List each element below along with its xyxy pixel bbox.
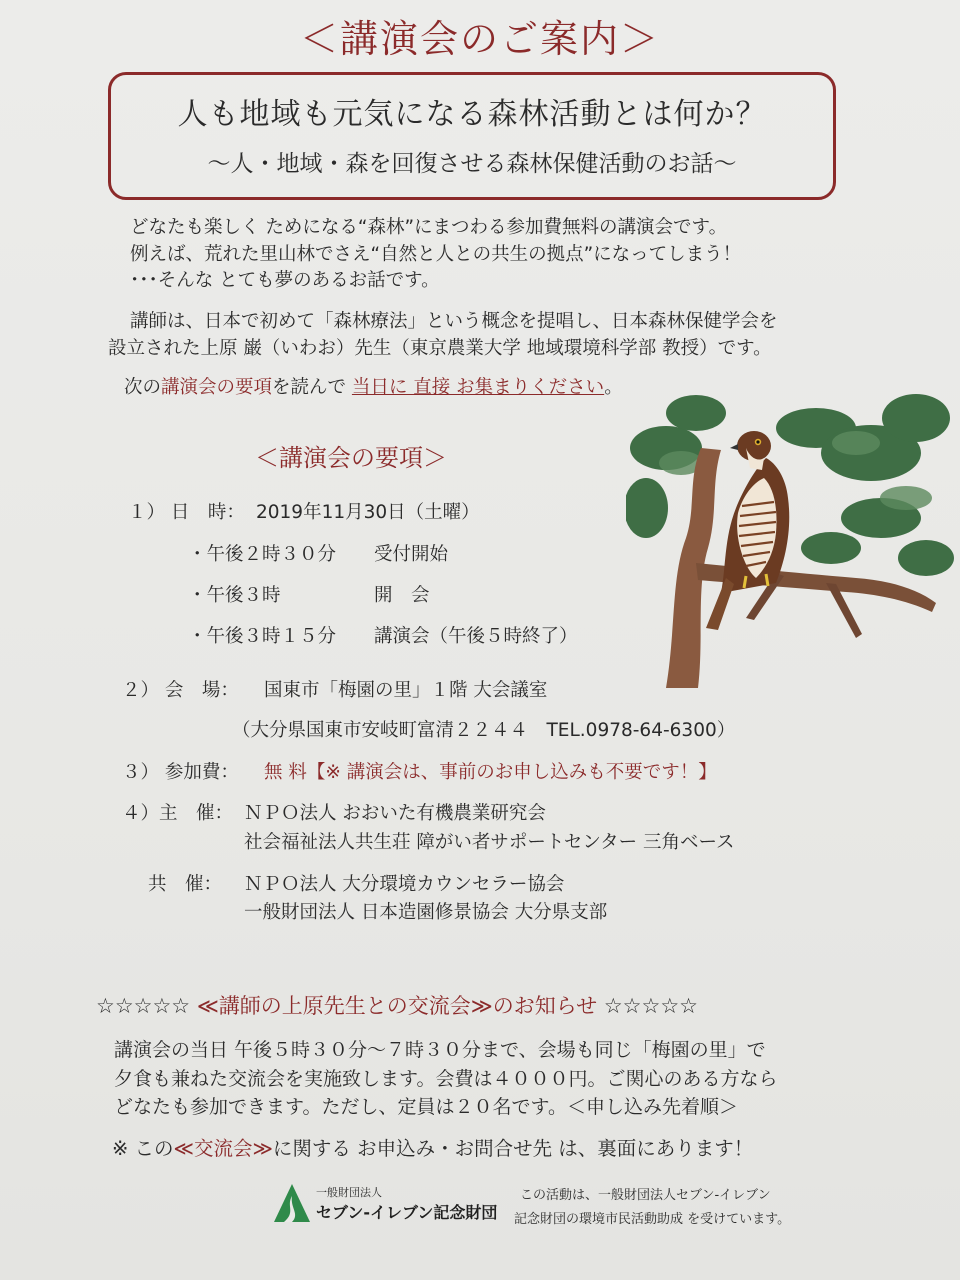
instruction-highlight: 講演会の要項 [161, 377, 273, 398]
section-title: ＜講演会の要項＞ [255, 444, 447, 472]
fee-value: 無 料【※ 講演会は、事前のお申し込みも不要です！】 [264, 762, 717, 783]
exchange-title-red: ≪講師の上原先生との交流会≫ [196, 994, 493, 1018]
venue-value: 国東市「梅園の里」１階 大会議室 [264, 680, 548, 701]
footer-note-1: この活動は、一般財団法人セブン-イレブン [520, 1188, 771, 1203]
venue-label: ２） 会 場： [122, 680, 239, 701]
hawk-illustration [626, 388, 956, 688]
instruction-mid: を読んで [272, 377, 352, 398]
schedule-event-3: 講演会（午後５時終了） [374, 626, 578, 647]
foundation-mark-icon [272, 1182, 312, 1226]
headline-sub: 〜人・地域・森を回復させる森林保健活動のお話〜 [207, 151, 737, 177]
instruction-pre: 次の [124, 377, 162, 398]
exchange-title-rest: のお知らせ [492, 994, 598, 1018]
note-pre: ※ この [112, 1137, 174, 1160]
organizer-line-2: 社会福祉法人共生荘 障がい者サポートセンター 三角ベース [244, 832, 735, 853]
lecturer-line-2: 設立された上原 巌（いわお）先生（東京農業大学 地域環境科学部 教授）です。 [108, 338, 772, 359]
footer-note-2: 記念財団の環境市民活動助成 を受けています。 [514, 1212, 791, 1227]
cosponsor-label: 共 催： [148, 874, 223, 895]
venue-address: （大分県国東市安岐町富清２２４４ TEL.0978-64-6300） [232, 720, 736, 741]
instruction-line [124, 376, 623, 400]
intro-line-3: ･･･そんな とても夢のあるお話です。 [130, 270, 440, 291]
cosponsor-line-1: ＮＰＯ法人 大分環境カウンセラー協会 [244, 874, 565, 895]
datetime-label: １） 日 時： [128, 502, 245, 523]
organizer-line-1: ＮＰＯ法人 おおいた有機農業研究会 [244, 803, 546, 824]
headline-main: 人も地域も元気になる森林活動とは何か？ [177, 97, 767, 132]
schedule-time-1: ・午後２時３０分 [188, 544, 337, 565]
stars-right: ☆☆☆☆☆ [603, 994, 698, 1018]
intro-line-1: どなたも楽しく ためになる“森林”にまつわる参加費無料の講演会です。 [130, 217, 728, 238]
cosponsor-line-2: 一般財団法人 日本造園修景協会 大分県支部 [244, 902, 608, 923]
foundation-logo [270, 1180, 510, 1230]
lecturer-line-1: 講師は、日本で初めて「森林療法」という概念を提唱し、日本森林保健学会を [130, 311, 778, 332]
schedule-time-3: ・午後３時１５分 [188, 626, 337, 647]
exchange-note [112, 1133, 753, 1161]
instruction-end: 。 [604, 377, 623, 398]
schedule-event-1: 受付開始 [374, 544, 449, 565]
headline-box [108, 72, 836, 200]
intro-line-2: 例えば、荒れた里山林でさえ“自然と人との共生の拠点”になってしまう！ [130, 244, 742, 265]
page-title: ＜講演会のご案内＞ [299, 17, 660, 61]
schedule-event-2: 開 会 [374, 585, 430, 606]
organizer-label: ４）主 催： [122, 803, 234, 824]
datetime-value: 2019年11月30日（土曜） [256, 502, 480, 523]
hawk-on-pine-icon [626, 388, 956, 688]
logo-name: セブン-イレブン記念財団 [316, 1203, 498, 1222]
exchange-line-1: 講演会の当日 午後５時３０分〜７時３０分まで、会場も同じ「梅園の里」で [114, 1039, 766, 1061]
stars-left: ☆☆☆☆☆ [96, 994, 191, 1018]
schedule-time-2: ・午後３時 [188, 585, 281, 606]
note-red: ≪交流会≫ [173, 1137, 273, 1160]
exchange-line-2: 夕食も兼ねた交流会を実施致します。会費は４０００円。ご関心のある方なら [114, 1068, 778, 1090]
fee-label: ３） 参加費： [122, 762, 239, 783]
logo-small-text: 一般財団法人 [316, 1186, 382, 1199]
exchange-line-3: どなたも参加できます。ただし、定員は２０名です。＜申し込み先着順＞ [114, 1096, 738, 1118]
note-post: に関する お申込み・お問合せ先 は、裏面にあります！ [272, 1137, 754, 1160]
exchange-heading [96, 990, 698, 1020]
instruction-underlined: 当日に 直接 お集まりください [351, 377, 605, 398]
